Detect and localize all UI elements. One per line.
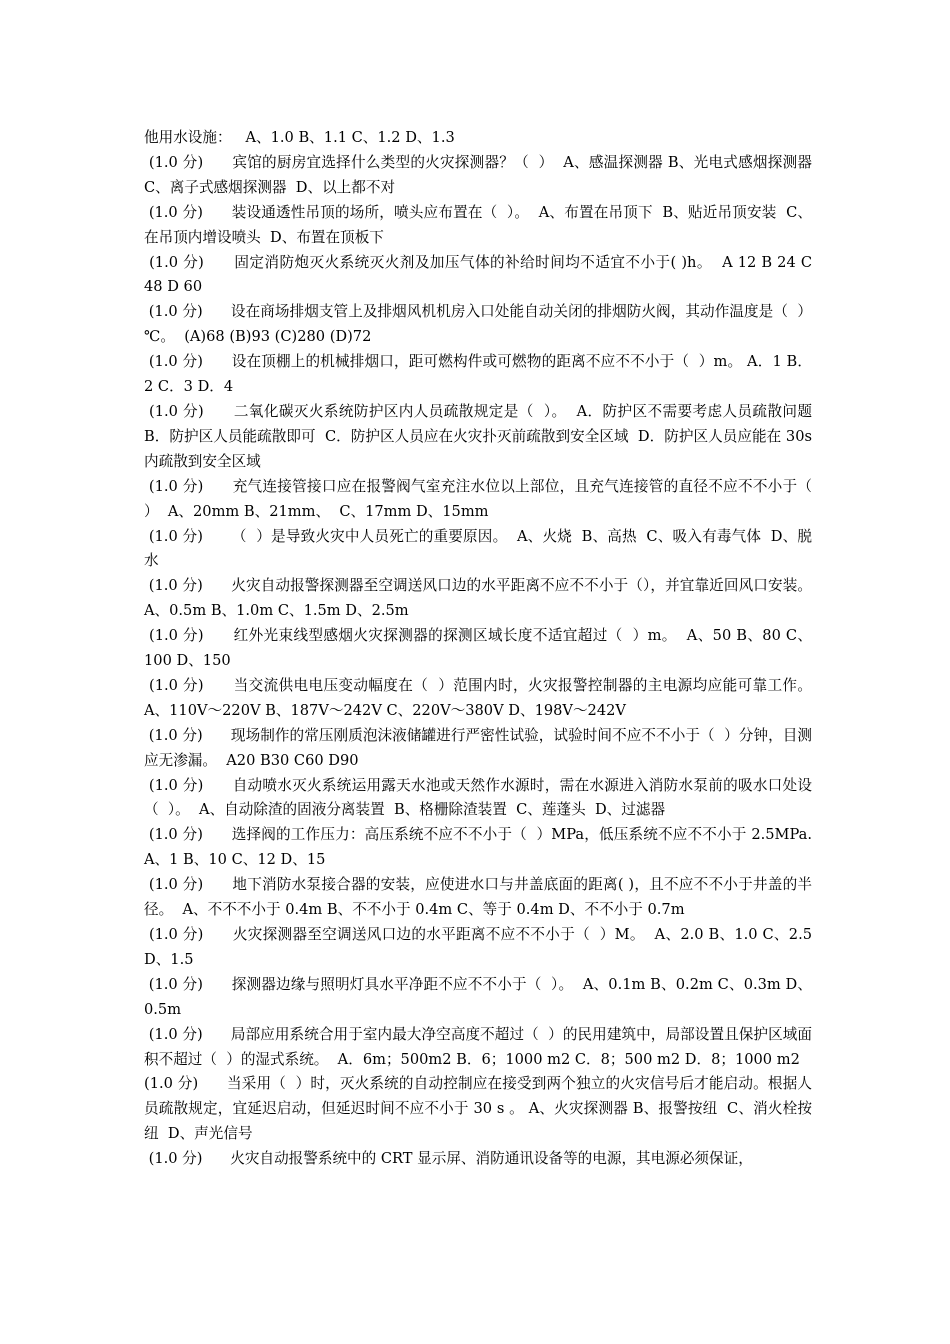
question-paragraph: (1.0 分) 当采用（ ）时，灭火系统的自动控制应在接受到两个独立的火灾信号后才能启动。根据人员疏散规定，宜延迟启动，但延迟时间不应不小于 30 s 。 A、火灾探测器 B、报警按纽 C、消火栓按纽 D、声光信号 (144, 1075, 812, 1143)
question-paragraph: (1.0 分) 充气连接管接口应在报警阀气室充注水位以上部位，且充气连接管的直径不应不不小于（ ） A、20mm B、21mm、 C、17mm D、15mm (144, 477, 822, 520)
question-paragraph: (1.0 分) 设在顶棚上的机械排烟口，距可燃构件或可燃物的距离不应不不小于（ ）m。 A．1 B．2 C．3 D．4 (144, 353, 813, 396)
question-paragraph: (1.0 分) 探测器边缘与照明灯具水平净距不应不不小于（ ）。 A、0.1m B、0.2m C、0.3m D、0.5m (144, 975, 812, 1018)
question-paragraph: (1.0 分) 固定消防炮灭火系统灭火剂及加压气体的补给时间均不适宜不小于( )h。 A 12 B 24 C 48 D 60 (144, 253, 817, 296)
question-paragraph: 他用水设施： A、1.0 B、1.1 C、1.2 D、1.3 (144, 129, 455, 146)
question-paragraph: (1.0 分) 设在商场排烟支管上及排烟风机机房入口处能自动关闭的排烟防火阀，其动作温度是（ ）℃。 (A)68 (B)93 (C)280 (D)72 (144, 303, 813, 346)
question-paragraph: (1.0 分) 自动喷水灭火系统运用露天水池或天然作水源时，需在水源进入消防水泵前的吸水口处设（ ）。 A、自动除渣的固液分离装置 B、格栅除渣装置 C、莲蓬头 D、过滤器 (144, 776, 812, 819)
question-paragraph: (1.0 分) 局部应用系统合用于室内最大净空高度不超过（ ）的民用建筑中，局部设置且保护区域面积不超过（ ）的湿式系统。 A．6m；500m2 B．6；1000 m2 C．8；500 m2 D．8；1000 m2 (144, 1025, 813, 1068)
question-paragraph: (1.0 分) 二氧化碳灭火系统防护区内人员疏散规定是（ ）。 A．防护区不需要考虑人员疏散问题 B．防护区人员能疏散即可 C．防护区人员应在火灾扑灭前疏散到安全区域 D．防护区人员应能在 30s 内疏散到安全区域 (144, 402, 822, 470)
question-paragraph: (1.0 分) 火灾自动报警探测器至空调送风口边的水平距离不应不不小于（），并宜靠近回风口安装。 A、0.5m B、1.0m C、1.5m D、2.5m (144, 577, 822, 620)
question-paragraph: (1.0 分) 宾馆的厨房宜选择什么类型的火灾探测器？（ ） A、感温探测器 B、光电式感烟探测器 C、离子式感烟探测器 D、以上都不对 (144, 153, 817, 196)
question-paragraph: (1.0 分) 火灾自动报警系统中的 CRT 显示屏、消防通讯设备等的电源，其电源必须保证， (144, 1150, 753, 1168)
question-paragraph: (1.0 分) 地下消防水泵接合器的安装，应使进水口与井盖底面的距离( )，且不应不不小于井盖的半径。 A、不不不小于 0.4m B、不不小于 0.4m C、等于 0.4m D、不不小于 0.7m (144, 876, 812, 919)
question-paragraph: (1.0 分) 当交流供电电压变动幅度在（ ）范围内时，火灾报警控制器的主电源均应能可靠工作。 A、110V～220V B、187V～242V C、220V～380V D、198V～242V (144, 676, 822, 719)
question-paragraph: (1.0 分) 选择阀的工作压力：高压系统不应不不小于（ ）MPa，低压系统不应不不小于 2.5MPa. A、1 B、10 C、12 D、15 (144, 826, 817, 869)
question-paragraph: (1.0 分) 火灾探测器至空调送风口边的水平距离不应不不小于（ ）M。 A、2.0 B、1.0 C、2.5 D、1.5 (144, 926, 817, 968)
question-paragraph: (1.0 分) 红外光束线型感烟火灾探测器的探测区域长度不适宜超过（ ）m。 A、50 B、80 C、100 D、150 (144, 627, 812, 670)
document-body (144, 126, 822, 1172)
question-paragraph: (1.0 分) （ ）是导致火灾中人员死亡的重要原因。 A、火烧 B、高热 C、吸入有毒气体 D、脱水 (144, 527, 813, 570)
question-paragraph: (1.0 分) 现场制作的常压刚质泡沫液储罐进行严密性试验，试验时间不应不不小于（ ）分钟，目测应无渗漏。 A20 B30 C60 D90 (144, 726, 813, 769)
question-paragraph: (1.0 分) 装设通透性吊顶的场所，喷头应布置在（ ）。 A、布置在吊顶下 B、贴近吊顶安装 C、在吊顶内增设喷头 D、布置在顶板下 (144, 203, 812, 246)
